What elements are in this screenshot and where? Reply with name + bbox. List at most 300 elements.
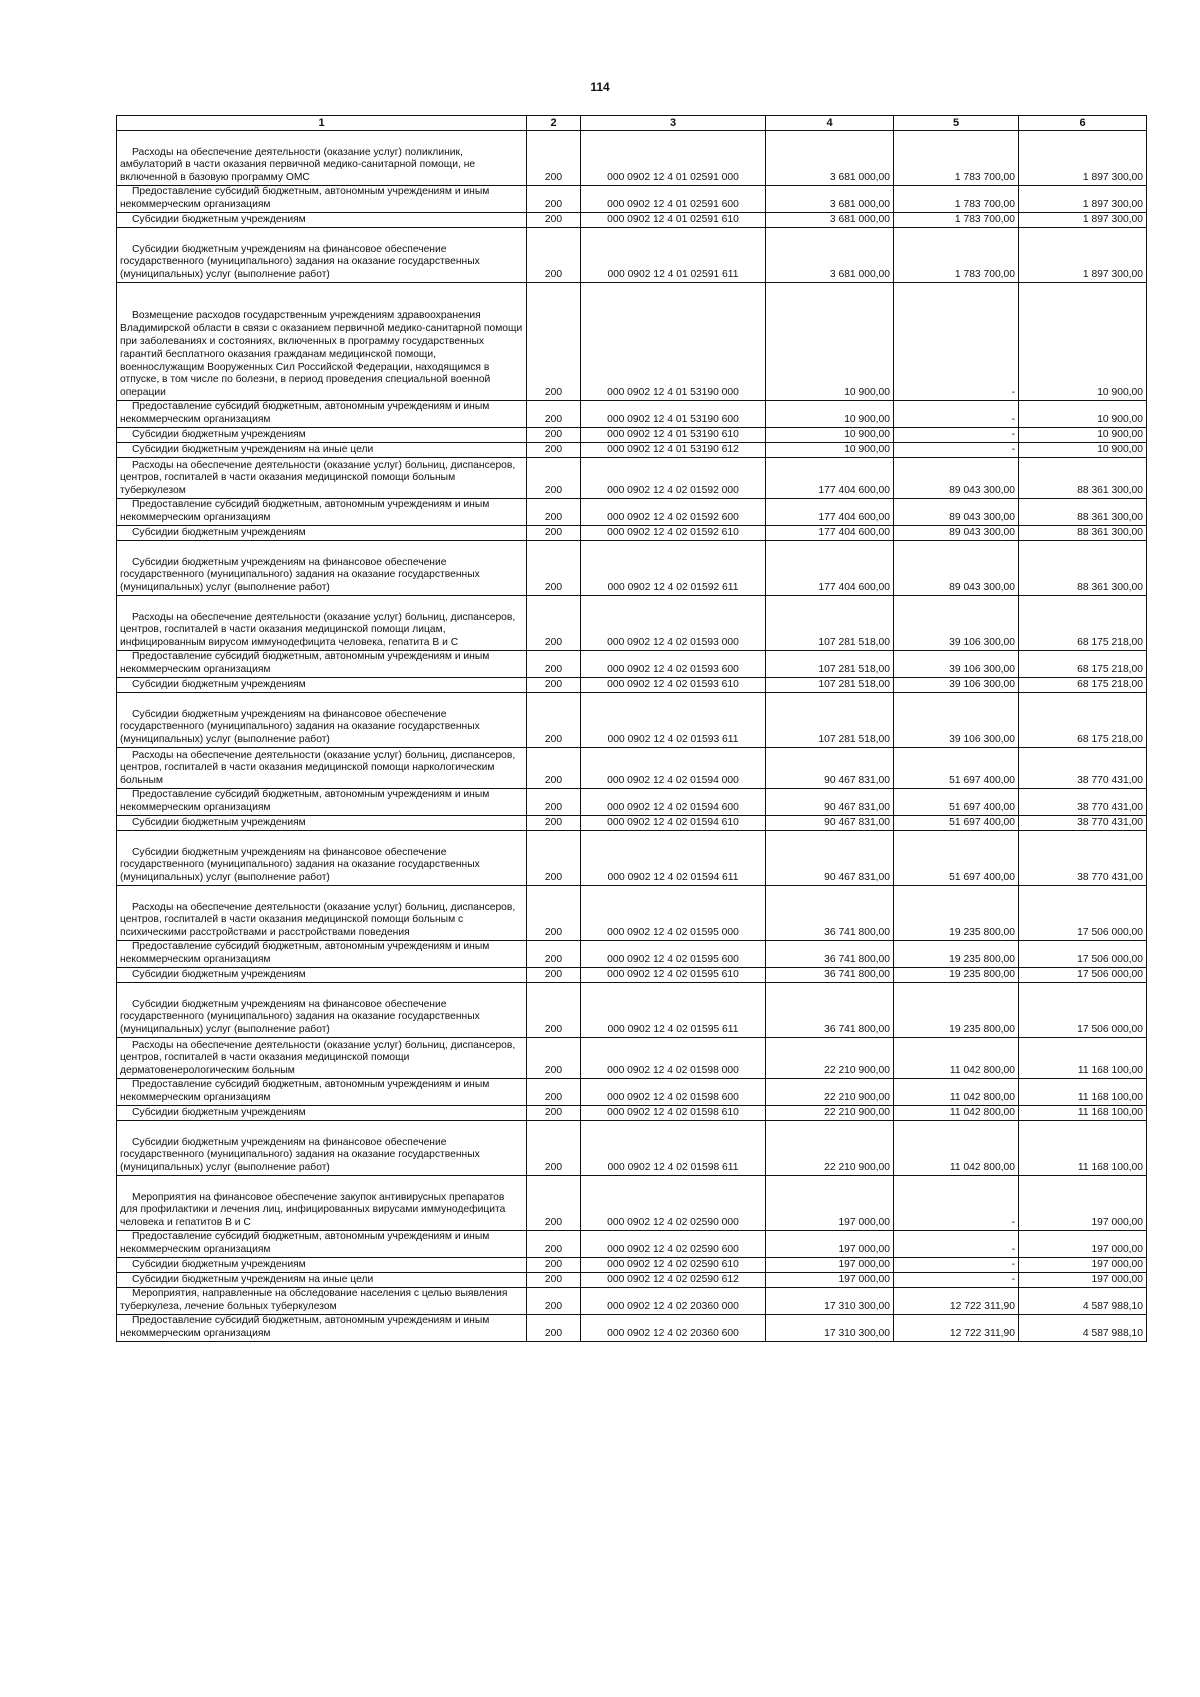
- column-header-3: 3: [581, 116, 766, 131]
- row-name-text: Субсидии бюджетным учреждениям: [132, 679, 306, 691]
- table-body: [117, 131, 1147, 1342]
- row-gr-cell: [527, 1288, 581, 1315]
- row-amount-col6-text: 17 506 000,00: [1077, 927, 1143, 939]
- row-amount-col6-cell: [1019, 651, 1147, 678]
- row-amount-col6-cell: [1019, 428, 1147, 443]
- row-name-text: Субсидии бюджетным учреждениям: [132, 969, 306, 981]
- row-gr-text: 200: [544, 527, 563, 539]
- row-amount-col5-text: 39 106 300,00: [949, 637, 1015, 649]
- row-gr-cell: [527, 541, 581, 596]
- row-code-text: 000 0902 12 4 02 01598 611: [607, 1162, 739, 1174]
- row-amount-col6-cell: [1019, 443, 1147, 458]
- row-name-text: Мероприятия, направленные на обследование населения с целью выявления туберкулеза, лечение больных туберкулезом: [120, 1288, 508, 1313]
- row-gr-cell: [527, 651, 581, 678]
- row-code-cell: [581, 693, 766, 748]
- row-gr-text: 200: [544, 1092, 563, 1104]
- row-amount-col6-text: 38 770 431,00: [1077, 872, 1143, 884]
- row-amount-col5-cell: [894, 1079, 1019, 1106]
- row-name-cell: [117, 458, 527, 499]
- row-amount-col5-text: 11 042 800,00: [949, 1162, 1015, 1174]
- row-amount-col5-text: 39 106 300,00: [949, 734, 1015, 746]
- row-gr-cell: [527, 131, 581, 186]
- table-row: [117, 941, 1147, 968]
- row-gr-cell: [527, 1258, 581, 1273]
- row-name-cell: [117, 1315, 527, 1342]
- row-name-cell: [117, 886, 527, 941]
- row-amount-col6-cell: [1019, 886, 1147, 941]
- row-amount-col6-cell: [1019, 213, 1147, 228]
- row-name-cell: [117, 131, 527, 186]
- table-row: [117, 1106, 1147, 1121]
- row-amount-col5-text: -: [1011, 1274, 1015, 1286]
- row-amount-col6-cell: [1019, 1273, 1147, 1288]
- row-code-text: 000 0902 12 4 02 01595 600: [607, 954, 739, 966]
- row-amount-col6-text: 88 361 300,00: [1077, 512, 1143, 524]
- row-code-cell: [581, 526, 766, 541]
- table-row: [117, 213, 1147, 228]
- row-amount-col6-cell: [1019, 816, 1147, 831]
- row-code-text: 000 0902 12 4 02 02590 600: [607, 1244, 739, 1256]
- row-code-cell: [581, 1258, 766, 1273]
- row-amount-col4-text: 22 210 900,00: [824, 1107, 890, 1119]
- row-amount-col4-cell: [766, 1258, 894, 1273]
- row-amount-col4-text: 177 404 600,00: [818, 582, 890, 594]
- row-code-text: 000 0902 12 4 01 53190 610: [607, 429, 739, 441]
- row-amount-col5-cell: [894, 651, 1019, 678]
- row-gr-cell: [527, 213, 581, 228]
- row-name-text: Предоставление субсидий бюджетным, автономным учреждениям и иным некоммерческим организациям: [120, 499, 490, 524]
- row-amount-col4-cell: [766, 693, 894, 748]
- row-name-text: Предоставление субсидий бюджетным, автономным учреждениям и иным некоммерческим организациям: [120, 1079, 490, 1104]
- table-row: [117, 131, 1147, 186]
- table-row: [117, 1315, 1147, 1342]
- row-code-text: 000 0902 12 4 02 01593 611: [607, 734, 739, 746]
- row-amount-col4-text: 22 210 900,00: [824, 1162, 890, 1174]
- row-name-text: Предоставление субсидий бюджетным, автономным учреждениям и иным некоммерческим организациям: [120, 401, 490, 426]
- row-amount-col5-cell: [894, 968, 1019, 983]
- row-amount-col5-text: -: [1011, 1217, 1015, 1229]
- row-gr-text: 200: [544, 1024, 563, 1036]
- row-code-cell: [581, 886, 766, 941]
- row-amount-col6-text: 1 897 300,00: [1082, 269, 1143, 281]
- row-amount-col4-text: 36 741 800,00: [824, 1024, 890, 1036]
- row-amount-col4-text: 90 467 831,00: [824, 817, 890, 829]
- row-amount-col6-text: 197 000,00: [1091, 1274, 1143, 1286]
- row-name-cell: [117, 816, 527, 831]
- row-gr-text: 200: [544, 1328, 563, 1340]
- row-gr-cell: [527, 886, 581, 941]
- row-amount-col4-cell: [766, 458, 894, 499]
- row-gr-text: 200: [544, 637, 563, 649]
- row-code-text: 000 0902 12 4 01 53190 612: [607, 444, 739, 456]
- row-code-text: 000 0902 12 4 02 01592 610: [607, 527, 739, 539]
- row-amount-col4-text: 17 310 300,00: [824, 1301, 890, 1313]
- row-code-cell: [581, 1106, 766, 1121]
- row-name-cell: [117, 693, 527, 748]
- row-name-text: Субсидии бюджетным учреждениям на финансовое обеспечение государственного (муниципального) задания на оказание государственных (муниципальных) услуг (выполнение работ): [120, 846, 480, 884]
- row-amount-col5-text: 51 697 400,00: [949, 872, 1015, 884]
- row-code-text: 000 0902 12 4 01 53190 000: [607, 387, 739, 399]
- row-code-cell: [581, 1273, 766, 1288]
- row-gr-text: 200: [544, 1301, 563, 1313]
- row-gr-text: 200: [544, 872, 563, 884]
- row-amount-col6-cell: [1019, 678, 1147, 693]
- row-amount-col4-text: 177 404 600,00: [818, 512, 890, 524]
- table-row: [117, 499, 1147, 526]
- row-amount-col4-cell: [766, 131, 894, 186]
- row-gr-text: 200: [544, 1162, 563, 1174]
- row-amount-col5-cell: [894, 983, 1019, 1038]
- row-name-text: Субсидии бюджетным учреждениям на иные цели: [132, 1274, 374, 1286]
- row-amount-col5-cell: [894, 831, 1019, 886]
- row-amount-col6-cell: [1019, 283, 1147, 401]
- row-amount-col5-cell: [894, 1258, 1019, 1273]
- row-amount-col6-cell: [1019, 499, 1147, 526]
- row-gr-text: 200: [544, 444, 563, 456]
- row-amount-col6-cell: [1019, 831, 1147, 886]
- table-row: [117, 1079, 1147, 1106]
- row-amount-col6-text: 38 770 431,00: [1077, 802, 1143, 814]
- row-code-text: 000 0902 12 4 02 01595 610: [607, 969, 739, 981]
- row-amount-col5-text: 19 235 800,00: [949, 954, 1015, 966]
- row-name-cell: [117, 526, 527, 541]
- row-name-cell: [117, 1106, 527, 1121]
- row-amount-col6-text: 88 361 300,00: [1077, 527, 1143, 539]
- row-code-cell: [581, 816, 766, 831]
- row-amount-col6-cell: [1019, 1258, 1147, 1273]
- row-name-text: Предоставление субсидий бюджетным, автономным учреждениям и иным некоммерческим организациям: [120, 1315, 490, 1340]
- row-amount-col5-text: 11 042 800,00: [949, 1092, 1015, 1104]
- row-amount-col4-cell: [766, 1176, 894, 1231]
- row-amount-col5-cell: [894, 131, 1019, 186]
- table-row: [117, 1176, 1147, 1231]
- row-code-cell: [581, 1315, 766, 1342]
- table-row: [117, 596, 1147, 651]
- table-row: [117, 748, 1147, 789]
- row-amount-col4-text: 3 681 000,00: [829, 199, 890, 211]
- row-gr-text: 200: [544, 269, 563, 281]
- row-code-text: 000 0902 12 4 02 01593 600: [607, 664, 739, 676]
- row-code-text: 000 0902 12 4 01 02591 610: [607, 214, 739, 226]
- table-row: [117, 443, 1147, 458]
- column-header-5: 5: [894, 116, 1019, 131]
- row-gr-cell: [527, 1038, 581, 1079]
- row-amount-col4-cell: [766, 443, 894, 458]
- row-gr-cell: [527, 1121, 581, 1176]
- table-row: [117, 651, 1147, 678]
- row-gr-cell: [527, 1176, 581, 1231]
- row-gr-cell: [527, 428, 581, 443]
- table-row: [117, 401, 1147, 428]
- row-amount-col4-cell: [766, 186, 894, 213]
- row-code-cell: [581, 983, 766, 1038]
- row-amount-col6-text: 10 900,00: [1097, 429, 1143, 441]
- row-code-cell: [581, 968, 766, 983]
- row-name-cell: [117, 1288, 527, 1315]
- row-name-text: Предоставление субсидий бюджетным, автономным учреждениям и иным некоммерческим организациям: [120, 651, 490, 676]
- row-code-cell: [581, 831, 766, 886]
- row-amount-col5-text: 89 043 300,00: [949, 527, 1015, 539]
- row-gr-cell: [527, 1079, 581, 1106]
- row-amount-col4-cell: [766, 1079, 894, 1106]
- row-code-cell: [581, 1038, 766, 1079]
- row-name-cell: [117, 748, 527, 789]
- row-code-text: 000 0902 12 4 02 20360 600: [607, 1328, 739, 1340]
- table-row: [117, 886, 1147, 941]
- row-code-cell: [581, 748, 766, 789]
- row-amount-col6-text: 68 175 218,00: [1077, 664, 1143, 676]
- row-code-text: 000 0902 12 4 02 01598 610: [607, 1107, 739, 1119]
- row-amount-col4-text: 36 741 800,00: [824, 954, 890, 966]
- row-amount-col5-text: -: [1011, 414, 1015, 426]
- row-code-text: 000 0902 12 4 02 01593 000: [607, 637, 739, 649]
- row-gr-cell: [527, 1106, 581, 1121]
- row-amount-col4-cell: [766, 1106, 894, 1121]
- row-code-cell: [581, 458, 766, 499]
- row-amount-col4-text: 90 467 831,00: [824, 872, 890, 884]
- row-amount-col4-cell: [766, 831, 894, 886]
- row-name-cell: [117, 1258, 527, 1273]
- row-gr-cell: [527, 748, 581, 789]
- row-amount-col6-cell: [1019, 789, 1147, 816]
- row-gr-cell: [527, 596, 581, 651]
- row-amount-col5-cell: [894, 499, 1019, 526]
- row-amount-col5-cell: [894, 228, 1019, 283]
- row-gr-text: 200: [544, 802, 563, 814]
- row-amount-col5-cell: [894, 816, 1019, 831]
- row-code-cell: [581, 651, 766, 678]
- row-amount-col5-cell: [894, 1315, 1019, 1342]
- row-amount-col5-text: 12 722 311,90: [949, 1328, 1015, 1340]
- row-name-text: Расходы на обеспечение деятельности (оказание услуг) больниц, диспансеров, центров, госпиталей в части оказания медицинской помощи лицам, инфицированным вирусом иммунодефицита человека, гепатита В и С: [120, 611, 516, 649]
- row-amount-col5-cell: [894, 678, 1019, 693]
- table-row: [117, 816, 1147, 831]
- row-name-text: Субсидии бюджетным учреждениям: [132, 527, 306, 539]
- row-name-cell: [117, 283, 527, 401]
- row-amount-col6-text: 4 587 988,10: [1082, 1328, 1143, 1340]
- row-amount-col5-cell: [894, 789, 1019, 816]
- row-amount-col5-text: 1 783 700,00: [954, 214, 1015, 226]
- table-row: [117, 678, 1147, 693]
- row-amount-col5-cell: [894, 541, 1019, 596]
- row-amount-col4-text: 22 210 900,00: [824, 1065, 890, 1077]
- row-amount-col6-cell: [1019, 228, 1147, 283]
- row-name-text: Предоставление субсидий бюджетным, автономным учреждениям и иным некоммерческим организациям: [120, 1231, 490, 1256]
- column-header-4: 4: [766, 116, 894, 131]
- row-amount-col4-text: 177 404 600,00: [818, 527, 890, 539]
- row-amount-col4-cell: [766, 1288, 894, 1315]
- row-code-text: 000 0902 12 4 02 01598 600: [607, 1092, 739, 1104]
- row-amount-col6-cell: [1019, 1079, 1147, 1106]
- row-name-text: Субсидии бюджетным учреждениям: [132, 1259, 306, 1271]
- row-amount-col5-text: 89 043 300,00: [949, 485, 1015, 497]
- row-amount-col5-text: 1 783 700,00: [954, 269, 1015, 281]
- row-amount-col4-cell: [766, 678, 894, 693]
- row-amount-col6-cell: [1019, 1315, 1147, 1342]
- row-amount-col5-text: -: [1011, 429, 1015, 441]
- row-code-cell: [581, 1121, 766, 1176]
- row-code-text: 000 0902 12 4 02 02590 000: [607, 1217, 739, 1229]
- row-amount-col5-text: 19 235 800,00: [949, 927, 1015, 939]
- row-amount-col5-text: 19 235 800,00: [949, 969, 1015, 981]
- row-code-text: 000 0902 12 4 02 01594 610: [607, 817, 739, 829]
- row-code-cell: [581, 1176, 766, 1231]
- row-amount-col5-cell: [894, 748, 1019, 789]
- row-code-text: 000 0902 12 4 02 01594 611: [607, 872, 739, 884]
- row-amount-col4-cell: [766, 983, 894, 1038]
- row-gr-cell: [527, 831, 581, 886]
- row-code-text: 000 0902 12 4 02 01594 600: [607, 802, 739, 814]
- row-amount-col6-text: 10 900,00: [1097, 444, 1143, 456]
- row-amount-col4-text: 10 900,00: [844, 444, 890, 456]
- row-code-text: 000 0902 12 4 02 20360 000: [607, 1301, 739, 1313]
- row-name-cell: [117, 499, 527, 526]
- row-name-text: Субсидии бюджетным учреждениям на иные цели: [132, 444, 374, 456]
- row-gr-cell: [527, 816, 581, 831]
- row-amount-col4-cell: [766, 283, 894, 401]
- row-amount-col5-cell: [894, 526, 1019, 541]
- row-code-cell: [581, 1079, 766, 1106]
- row-code-cell: [581, 443, 766, 458]
- row-amount-col5-cell: [894, 186, 1019, 213]
- row-amount-col6-cell: [1019, 1288, 1147, 1315]
- row-code-text: 000 0902 12 4 02 02590 612: [607, 1274, 739, 1286]
- row-amount-col5-text: -: [1011, 444, 1015, 456]
- row-amount-col4-text: 177 404 600,00: [818, 485, 890, 497]
- row-gr-cell: [527, 401, 581, 428]
- budget-table: [116, 115, 1147, 1342]
- row-amount-col5-text: 51 697 400,00: [949, 775, 1015, 787]
- row-amount-col4-text: 36 741 800,00: [824, 927, 890, 939]
- row-amount-col4-text: 22 210 900,00: [824, 1092, 890, 1104]
- row-name-cell: [117, 1231, 527, 1258]
- row-code-cell: [581, 941, 766, 968]
- row-name-cell: [117, 428, 527, 443]
- table-row: [117, 1121, 1147, 1176]
- row-amount-col6-cell: [1019, 1176, 1147, 1231]
- row-name-text: Предоставление субсидий бюджетным, автономным учреждениям и иным некоммерческим организациям: [120, 789, 490, 814]
- table-row: [117, 983, 1147, 1038]
- row-amount-col5-cell: [894, 1038, 1019, 1079]
- row-name-text: Предоставление субсидий бюджетным, автономным учреждениям и иным некоммерческим организациям: [120, 941, 490, 966]
- row-code-text: 000 0902 12 4 02 02590 610: [607, 1259, 739, 1271]
- row-name-cell: [117, 1038, 527, 1079]
- row-code-cell: [581, 131, 766, 186]
- row-amount-col5-cell: [894, 693, 1019, 748]
- row-amount-col4-cell: [766, 499, 894, 526]
- row-name-cell: [117, 678, 527, 693]
- row-name-cell: [117, 541, 527, 596]
- row-amount-col5-cell: [894, 941, 1019, 968]
- row-amount-col6-cell: [1019, 596, 1147, 651]
- row-amount-col4-text: 107 281 518,00: [818, 637, 890, 649]
- table-row: [117, 1231, 1147, 1258]
- row-amount-col4-text: 90 467 831,00: [824, 802, 890, 814]
- row-amount-col4-text: 10 900,00: [844, 414, 890, 426]
- table-row: [117, 789, 1147, 816]
- row-gr-cell: [527, 458, 581, 499]
- row-gr-cell: [527, 283, 581, 401]
- row-amount-col6-text: 68 175 218,00: [1077, 734, 1143, 746]
- row-amount-col6-text: 1 897 300,00: [1082, 172, 1143, 184]
- row-amount-col5-text: 1 783 700,00: [954, 172, 1015, 184]
- row-gr-cell: [527, 968, 581, 983]
- table-row: [117, 1273, 1147, 1288]
- row-gr-text: 200: [544, 214, 563, 226]
- row-amount-col5-text: 51 697 400,00: [949, 817, 1015, 829]
- row-amount-col6-cell: [1019, 1038, 1147, 1079]
- row-amount-col4-cell: [766, 748, 894, 789]
- row-amount-col6-cell: [1019, 968, 1147, 983]
- row-name-cell: [117, 789, 527, 816]
- row-name-text: Мероприятия на финансовое обеспечение закупок антивирусных препаратов для профилактики и лечения лиц, инфицированных вирусами иммунодефицита человека и гепатитов В и С: [120, 1191, 506, 1229]
- row-amount-col4-cell: [766, 1231, 894, 1258]
- row-amount-col5-text: 89 043 300,00: [949, 512, 1015, 524]
- row-gr-text: 200: [544, 1244, 563, 1256]
- row-code-cell: [581, 1231, 766, 1258]
- row-amount-col6-cell: [1019, 1106, 1147, 1121]
- row-gr-text: 200: [544, 512, 563, 524]
- row-amount-col5-cell: [894, 283, 1019, 401]
- row-gr-text: 200: [544, 775, 563, 787]
- row-gr-text: 200: [544, 817, 563, 829]
- row-amount-col5-text: -: [1011, 1244, 1015, 1256]
- row-amount-col5-text: 39 106 300,00: [949, 664, 1015, 676]
- row-gr-cell: [527, 678, 581, 693]
- row-amount-col6-text: 17 506 000,00: [1077, 954, 1143, 966]
- row-amount-col6-text: 68 175 218,00: [1077, 679, 1143, 691]
- row-amount-col4-cell: [766, 816, 894, 831]
- row-amount-col6-text: 10 900,00: [1097, 414, 1143, 426]
- row-amount-col4-text: 197 000,00: [838, 1259, 890, 1271]
- row-code-cell: [581, 678, 766, 693]
- row-amount-col4-cell: [766, 789, 894, 816]
- row-amount-col4-cell: [766, 941, 894, 968]
- row-gr-text: 200: [544, 387, 563, 399]
- row-amount-col4-text: 107 281 518,00: [818, 734, 890, 746]
- row-gr-text: 200: [544, 172, 563, 184]
- row-amount-col5-cell: [894, 1176, 1019, 1231]
- row-amount-col5-cell: [894, 458, 1019, 499]
- row-amount-col5-cell: [894, 1231, 1019, 1258]
- row-amount-col6-text: 38 770 431,00: [1077, 817, 1143, 829]
- row-amount-col6-text: 197 000,00: [1091, 1244, 1143, 1256]
- row-name-cell: [117, 228, 527, 283]
- row-amount-col4-cell: [766, 541, 894, 596]
- row-gr-text: 200: [544, 679, 563, 691]
- table-row: [117, 968, 1147, 983]
- row-gr-text: 200: [544, 1259, 563, 1271]
- row-gr-text: 200: [544, 1065, 563, 1077]
- row-amount-col6-cell: [1019, 1121, 1147, 1176]
- row-name-cell: [117, 831, 527, 886]
- row-amount-col4-cell: [766, 228, 894, 283]
- row-gr-cell: [527, 499, 581, 526]
- row-name-cell: [117, 1176, 527, 1231]
- row-gr-text: 200: [544, 582, 563, 594]
- row-amount-col5-text: 19 235 800,00: [949, 1024, 1015, 1036]
- row-amount-col4-cell: [766, 401, 894, 428]
- row-amount-col4-cell: [766, 1315, 894, 1342]
- row-amount-col5-text: 39 106 300,00: [949, 679, 1015, 691]
- row-amount-col4-cell: [766, 526, 894, 541]
- row-gr-text: 200: [544, 954, 563, 966]
- table-row: [117, 831, 1147, 886]
- row-name-cell: [117, 186, 527, 213]
- row-code-text: 000 0902 12 4 02 01593 610: [607, 679, 739, 691]
- row-gr-cell: [527, 1315, 581, 1342]
- row-name-text: Расходы на обеспечение деятельности (оказание услуг) больниц, диспансеров, центров, госпиталей в части оказания медицинской помощи больным с психическими расстройствами и расстройствами поведения: [120, 901, 516, 939]
